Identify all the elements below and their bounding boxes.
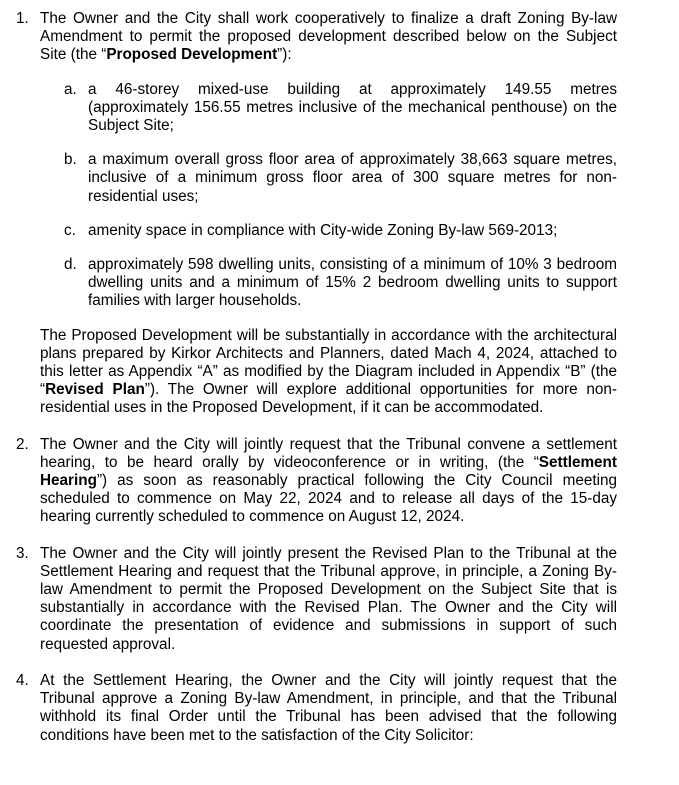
subclause-letter: b. [64,151,77,169]
subclause-letter: a. [64,80,77,98]
clause-number: 2. [16,435,29,453]
clause-text: At the Settlement Hearing, the Owner and the City will jointly request that the Tribunal approve a Zoning By-law Amendment, in principle, and that the Tribunal withhold its final Order until the Tribunal has been advised that the following conditions have been met to the satisfaction of the City Solicitor: [40,671,617,744]
subclause-b [0,151,617,206]
clause-text: The Owner and the City will jointly present the Revised Plan to the Tribunal at the Settlement Hearing and request that the Tribunal approve, in principle, a Zoning By-law Amendment to permit the Proposed Development on the Subject Site that is substantially in accordance with the Revised Plan. The Owner and the City will coordinate the presentation of evidence and submissions in support of such requested approval. [40,544,617,653]
defined-term: Revised Plan [45,381,145,399]
clause-text: ”): [277,46,292,64]
clause-1-paragraph [0,327,617,418]
clause-text: The Owner and the City shall work cooperatively to finalize a draft Zoning By-law Amendment to permit the proposed development described below on the Subject Site (the “ [40,10,617,64]
subclause-a [0,81,617,136]
subclause-text: amenity space in compliance with City-wide Zoning By-law 569-2013; [88,221,558,239]
clause-2 [0,436,617,527]
subclause-letter: c. [64,221,76,239]
clause-number: 4. [16,671,29,689]
subclause-text: a maximum overall gross floor area of approximately 38,663 square metres, inclusive of a minimum gross floor area of 300 square metres for non-residential uses; [88,151,617,205]
subclause-text: approximately 598 dwelling units, consisting of a minimum of 10% 3 bedroom dwelling units and a minimum of 15% 2 bedroom dwelling units to support families with larger households. [88,256,617,310]
clause-4 [0,672,617,745]
defined-term: Proposed Development [106,46,278,64]
clause-text: The Owner and the City will jointly request that the Tribunal convene a settlement hearing, to be heard orally by videoconference or in writing, (the “ [40,435,617,471]
document-page [0,10,679,745]
subclause-d [0,256,617,311]
defined-term: Settlement Hearing [40,453,617,490]
clause-number: 1. [16,10,29,27]
clause-text: ”) as soon as reasonably practical following the City Council meeting scheduled to commence on May 22, 2024 and to release all days of the 15-day hearing currently scheduled to commence on August 12, 2024. [40,472,617,526]
clause-3 [0,545,617,654]
subclause-text: a 46-storey mixed-use building at approximately 149.55 metres (approximately 156.55 metres inclusive of the mechanical penthouse) on the Subject Site; [88,80,617,135]
subclause-c [0,222,617,240]
paragraph-text: ”). The Owner will explore additional opportunities for more non-residential uses in the Proposed Development, if it can be accommodated. [40,381,617,417]
clause-1 [0,10,617,65]
clause-number: 3. [16,544,29,562]
subclause-letter: d. [64,256,77,274]
paragraph-text: The Proposed Development will be substantially in accordance with the architectural plans prepared by Kirkor Architects and Planners, dated Mach 4, 2024, attached to this letter as Appendix “A” as modified by the Diagram included in Appendix “B” (the “ [40,326,617,399]
